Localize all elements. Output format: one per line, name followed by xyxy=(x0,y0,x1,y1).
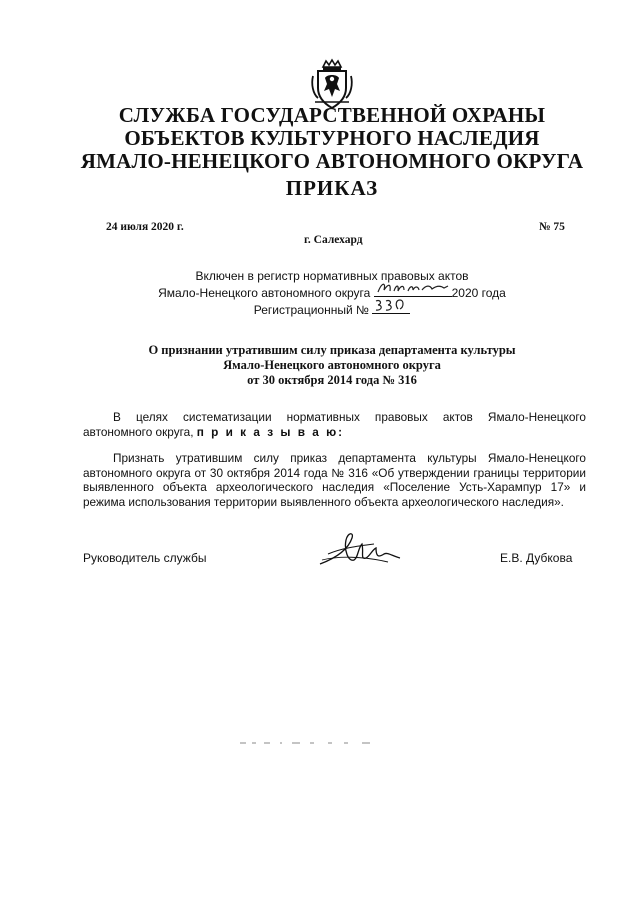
document-date: 24 июля 2020 г. xyxy=(106,221,184,233)
subject-line-1: О признании утратившим силу приказа департамента культуры xyxy=(148,343,516,357)
org-line-3: ЯМАЛО-НЕНЕЦКОГО АВТОНОМНОГО ОКРУГА xyxy=(80,149,584,173)
document-number: № 75 xyxy=(539,221,565,233)
registration-line-2 xyxy=(0,284,640,301)
handwritten-reg-number xyxy=(372,301,410,314)
order-subject xyxy=(0,343,640,388)
registration-year: 2020 года xyxy=(451,286,506,300)
registration-stamp xyxy=(0,268,640,318)
handwritten-date xyxy=(374,284,452,297)
organization-name xyxy=(0,104,640,173)
document-type: ПРИКАЗ xyxy=(285,176,379,200)
signature-icon xyxy=(318,528,402,568)
document-city: г. Салехард xyxy=(304,234,363,246)
preamble-paragraph xyxy=(83,410,586,439)
registration-line-3 xyxy=(0,301,640,318)
signatory-role: Руководитель службы xyxy=(83,551,207,565)
registration-region: Ямало-Ненецкого автономного округа xyxy=(158,286,371,300)
order-clause-paragraph: Признать утратившим силу приказ департамента культуры Ямало-Ненецкого автономного округа от 30 октября 2014 года № 316 «Об утверждении границы территории выявленного объекта археологического наследия «Поселение Усть-Харампур 17» и режима использования территории выявленного объекта археологического наследия». xyxy=(83,451,586,509)
subject-line-2: Ямало-Ненецкого автономного округа xyxy=(223,358,441,372)
order-verb: п р и к а з ы в а ю: xyxy=(196,424,345,439)
handwritten-date-icon xyxy=(374,280,452,296)
scan-artifact xyxy=(240,741,380,745)
signatory-name: Е.В. Дубкова xyxy=(500,551,573,565)
handwritten-number-icon xyxy=(372,297,410,313)
registration-number-label: Регистрационный № xyxy=(253,303,369,317)
subject-line-3: от 30 октября 2014 года № 316 xyxy=(247,373,417,387)
registration-line-1: Включен в регистр нормативных правовых актов xyxy=(195,269,469,283)
org-line-2: ОБЪЕКТОВ КУЛЬТУРНОГО НАСЛЕДИЯ xyxy=(124,126,540,150)
preamble-text: В целях систематизации нормативных правовых актов Ямало-Ненецкого автономного округа, xyxy=(83,410,586,439)
org-line-1: СЛУЖБА ГОСУДАРСТВЕННОЙ ОХРАНЫ xyxy=(118,103,546,127)
